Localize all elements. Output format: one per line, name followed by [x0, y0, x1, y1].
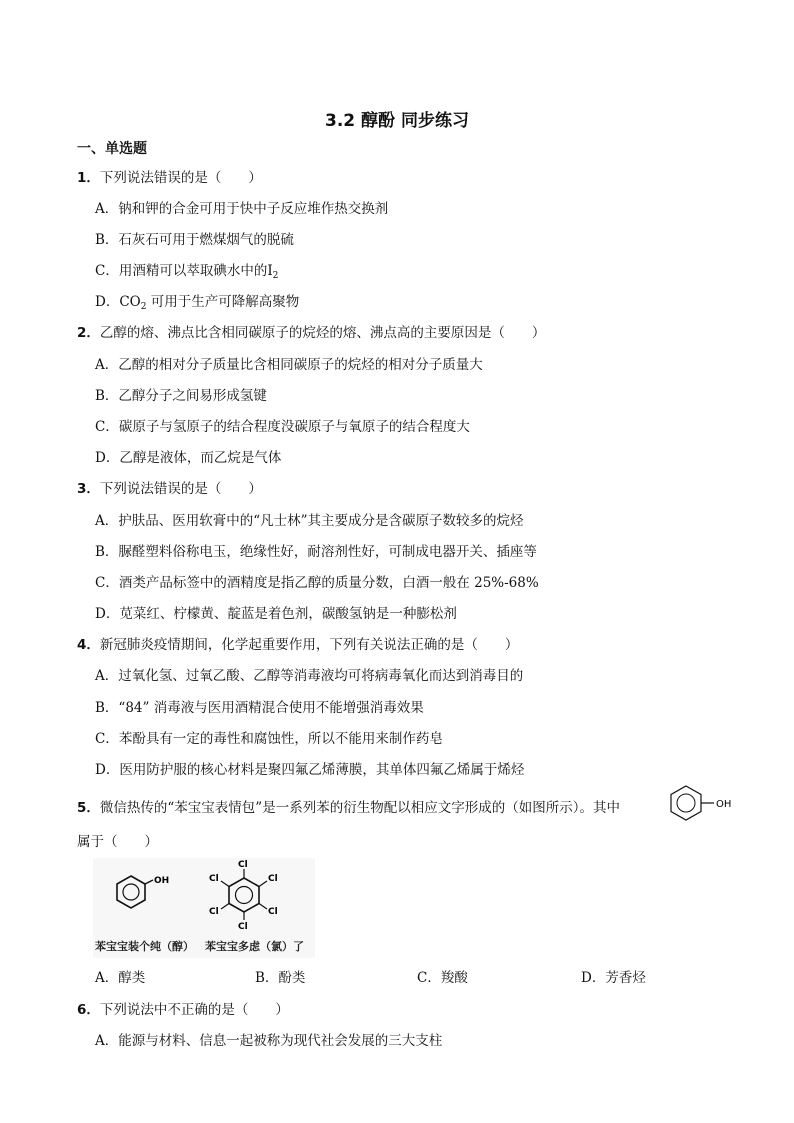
q3-option-b: B．脲醛塑料俗称电玉，绝缘性好，耐溶剂性好，可制成电器开关、插座等 — [95, 544, 537, 560]
question-number: 3． — [77, 481, 100, 497]
question-5 — [77, 796, 620, 816]
cl-label: Cl — [238, 922, 248, 932]
q6-option-a: A．能源与材料、信息一起被称为现代社会发展的三大支柱 — [95, 1033, 443, 1049]
question-stem: 下列说法错误的是（ ） — [99, 170, 262, 186]
q5-stem-continued: 属于（ ） — [77, 834, 158, 850]
question-1 — [77, 166, 262, 186]
q5-options — [95, 966, 715, 986]
subscript: 2 — [272, 271, 279, 281]
section-heading: 一、单选题 — [77, 141, 147, 157]
cl-label: Cl — [209, 874, 219, 884]
q5-option-d: D．芳香烃 — [581, 970, 646, 986]
q4-option-b: B．“84” 消毒液与医用酒精混合使用不能增强消毒效果 — [95, 700, 424, 716]
q5-option-b: B．酚类 — [255, 970, 306, 986]
question-number: 1． — [77, 170, 100, 186]
question-number: 2． — [77, 325, 100, 341]
q1-option-a: A．钠和钾的合金可用于快中子反应堆作热交换剂 — [95, 201, 389, 217]
q4-option-d: D．医用防护服的核心材料是聚四氟乙烯薄膜，其单体四氟乙烯属于烯烃 — [95, 762, 525, 778]
cl-label: Cl — [268, 874, 278, 884]
hexachlorobenzene-molecule-icon — [209, 860, 278, 932]
q1-option-d — [95, 290, 299, 312]
cl-label: Cl — [268, 907, 278, 917]
q4-option-c: C．苯酚具有一定的毒性和腐蚀性，所以不能用来制作药皂 — [95, 731, 443, 747]
subscript: 2 — [140, 302, 147, 312]
cl-label: Cl — [238, 860, 248, 870]
question-stem: 下列说法错误的是（ ） — [99, 481, 262, 497]
q2-option-d: D．乙醇是液体，而乙烷是气体 — [95, 450, 282, 466]
phenol-structure-icon — [664, 783, 740, 823]
q3-option-d: D．苋菜红、柠檬黄、靛蓝是着色剂，碳酸氢钠是一种膨松剂 — [95, 606, 457, 622]
option-text: D．CO — [95, 294, 141, 310]
q1-option-c — [95, 259, 278, 281]
question-number: 5． — [77, 800, 100, 816]
q1-option-b: B．石灰石可用于燃煤烟气的脱硫 — [95, 232, 294, 248]
question-number: 4． — [77, 637, 100, 653]
cl-label: Cl — [209, 907, 219, 917]
q3-option-c: C．酒类产品标签中的酒精度是指乙醇的质量分数，白酒一般在 25%-68% — [95, 575, 539, 591]
q2-option-c: C．碳原子与氢原子的结合程度没碳原子与氧原子的结合程度大 — [95, 419, 470, 435]
question-number: 6． — [77, 1002, 100, 1018]
oh-label: OH — [716, 799, 732, 810]
oh-label: OH — [154, 876, 170, 886]
phenol-molecule-icon — [117, 876, 169, 908]
caption-right: 苯宝宝多虑（氯）了 — [205, 940, 304, 953]
question-6 — [77, 998, 289, 1018]
caption-left: 苯宝宝装个纯（醇） — [95, 940, 194, 953]
question-stem: 新冠肺炎疫情期间，化学起重要作用，下列有关说法正确的是（ ） — [99, 637, 519, 653]
page-title: 3.2 醇酚 同步练习 — [325, 111, 469, 131]
q5-option-c: C．羧酸 — [417, 970, 468, 986]
q2-option-a: A．乙醇的相对分子质量比含相同碳原子的烷烃的相对分子质量大 — [95, 357, 483, 373]
benzene-meme-figure — [93, 858, 315, 958]
option-text: C．用酒精可以萃取碘水中的I — [95, 263, 273, 279]
question-stem: 乙醇的熔、沸点比含相同碳原子的烷烃的熔、沸点高的主要原因是（ ） — [99, 325, 546, 341]
question-3 — [77, 477, 262, 497]
question-stem: 微信热传的“苯宝宝表情包”是一系列苯的衍生物配以相应文字形成的（如图所示）。其中 — [99, 800, 620, 816]
q3-option-a: A．护肤品、医用软膏中的“凡士林”其主要成分是含碳原子数较多的烷烃 — [95, 513, 524, 529]
question-2 — [77, 321, 545, 341]
q2-option-b: B．乙醇分子之间易形成氢键 — [95, 388, 267, 404]
q4-option-a: A．过氧化氢、过氧乙酸、乙醇等消毒液均可将病毒氧化而达到消毒目的 — [95, 668, 524, 684]
question-4 — [77, 633, 518, 653]
q5-option-a: A．醇类 — [95, 970, 146, 986]
option-text-rest: 可用于生产可降解高聚物 — [146, 294, 300, 310]
question-stem: 下列说法中不正确的是（ ） — [99, 1002, 289, 1018]
